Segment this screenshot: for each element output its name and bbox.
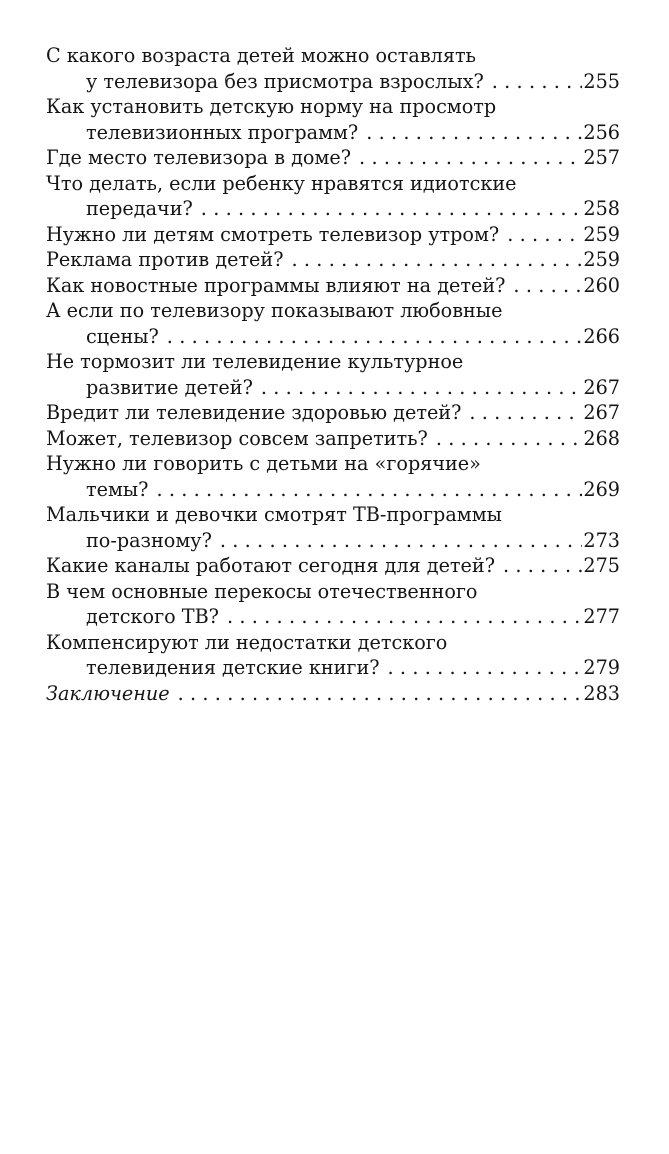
toc-entry-title-line: темы? — [86, 477, 149, 501]
toc-page-number: 283 — [583, 681, 620, 705]
toc-page-number: 279 — [583, 656, 620, 679]
toc-entry — [46, 681, 620, 707]
toc-page-number: 273 — [583, 528, 620, 552]
toc-entry-last-line — [46, 247, 620, 273]
toc-entry-last-line — [46, 324, 620, 350]
toc-entry-last-line — [46, 375, 620, 401]
toc-entry — [46, 400, 620, 426]
toc-page-number: 259 — [583, 222, 620, 246]
toc-entry — [46, 349, 620, 400]
dot-leader — [212, 528, 582, 554]
toc-entry — [46, 145, 620, 171]
toc-entry — [46, 553, 620, 579]
toc-page-number: 277 — [583, 605, 620, 628]
table-of-contents — [46, 43, 620, 706]
toc-entry-title-line: Где место телевизора в доме? — [46, 146, 352, 169]
toc-page-number: 267 — [583, 375, 620, 399]
dot-leader — [219, 604, 582, 630]
toc-entry-title-line: Реклама против детей? — [46, 248, 284, 271]
toc-entry-title-line: Как установить детскую норму на просмотр — [46, 95, 497, 118]
toc-entry-last-line — [46, 222, 620, 248]
toc-page-number: 256 — [583, 120, 620, 144]
toc-entry-title-line: Как новостные программы влияют на детей? — [46, 273, 506, 297]
toc-entry-last-line — [46, 528, 620, 554]
dot-leader — [358, 120, 582, 146]
toc-entry-last-line — [46, 426, 620, 452]
toc-entry-title-line: по-разному? — [86, 528, 212, 552]
toc-entry-last-line — [46, 273, 620, 299]
dot-leader — [461, 400, 582, 426]
dot-leader — [351, 145, 582, 171]
toc-entry — [46, 94, 620, 145]
toc-entry-title-line: В чем основные перекосы отечественного — [46, 579, 478, 603]
toc-entry-title-line: телевизионных программ? — [86, 120, 359, 144]
dot-leader — [170, 681, 582, 707]
toc-entry-last-line — [46, 477, 620, 503]
toc-entry-last-line — [46, 681, 620, 707]
toc-entry-title-line: сцены? — [86, 324, 159, 348]
toc-entry — [46, 43, 620, 94]
dot-leader — [253, 375, 582, 401]
toc-entry — [46, 298, 620, 349]
toc-page-number: 255 — [583, 69, 620, 93]
dot-leader — [484, 69, 582, 95]
toc-entry-title-line: Какие каналы работают сегодня для детей? — [46, 554, 495, 577]
toc-entry-title-line: развитие детей? — [86, 375, 253, 399]
toc-entry — [46, 630, 620, 681]
toc-entry — [46, 426, 620, 452]
toc-entry — [46, 247, 620, 273]
dot-leader — [284, 247, 583, 273]
dot-leader — [495, 553, 582, 579]
toc-entry-title-line: Мальчики и девочки смотрят ТВ-программы — [46, 503, 502, 526]
toc-entry-last-line — [46, 655, 620, 681]
toc-entry-title-line: Не тормозит ли телевидение культурное — [46, 350, 464, 373]
dot-leader — [148, 477, 582, 503]
toc-entry — [46, 171, 620, 222]
toc-page-number: 268 — [583, 426, 620, 450]
toc-entry-last-line — [46, 604, 620, 630]
toc-entry-title-line: А если по телевизору показывают любовные — [46, 299, 503, 322]
toc-entry-title-line: Нужно ли детям смотреть телевизор утром? — [46, 222, 500, 246]
dot-leader — [499, 222, 582, 248]
toc-entry-last-line — [46, 400, 620, 426]
toc-page-number: 259 — [583, 248, 620, 271]
dot-leader — [193, 196, 582, 222]
toc-entry — [46, 222, 620, 248]
dot-leader — [380, 655, 582, 681]
toc-page-number: 275 — [583, 554, 620, 577]
toc-entry-title-line: С какого возраста детей можно оставлять — [46, 44, 477, 67]
toc-page-number: 266 — [583, 324, 620, 348]
toc-entry — [46, 579, 620, 630]
dot-leader — [428, 426, 582, 452]
toc-entry-title-line: Компенсируют ли недостатки детского — [46, 630, 448, 654]
toc-entry-last-line — [46, 69, 620, 95]
toc-entry-last-line — [46, 120, 620, 146]
toc-entry-title-line: передачи? — [86, 197, 193, 220]
toc-page-number: 260 — [583, 273, 620, 297]
toc-entry-title-line: у телевизора без присмотра взрослых? — [86, 69, 484, 93]
toc-page-number: 258 — [583, 197, 620, 220]
dot-leader — [505, 273, 582, 299]
toc-entry-title-line: Нужно ли говорить с детьми на «горячие» — [46, 452, 481, 475]
toc-entry-last-line — [46, 553, 620, 579]
toc-entry-title-line: телевидения детские книги? — [86, 656, 380, 679]
toc-entry-title-line: Что делать, если ребенку нравятся идиотские — [46, 171, 517, 195]
toc-entry — [46, 502, 620, 553]
toc-page-number: 267 — [583, 401, 620, 424]
toc-entry — [46, 273, 620, 299]
toc-page-number: 269 — [583, 477, 620, 501]
dot-leader — [159, 324, 582, 350]
toc-entry-last-line — [46, 196, 620, 222]
toc-entry — [46, 451, 620, 502]
toc-entry-last-line — [46, 145, 620, 171]
toc-entry-title-line: Вредит ли телевидение здоровью детей? — [46, 401, 462, 424]
toc-entry-title-line: Заключение — [46, 681, 170, 705]
toc-entry-title-line: Может, телевизор совсем запретить? — [46, 426, 428, 450]
toc-entry-title-line: детского ТВ? — [86, 605, 219, 628]
toc-page-number: 257 — [583, 146, 620, 169]
